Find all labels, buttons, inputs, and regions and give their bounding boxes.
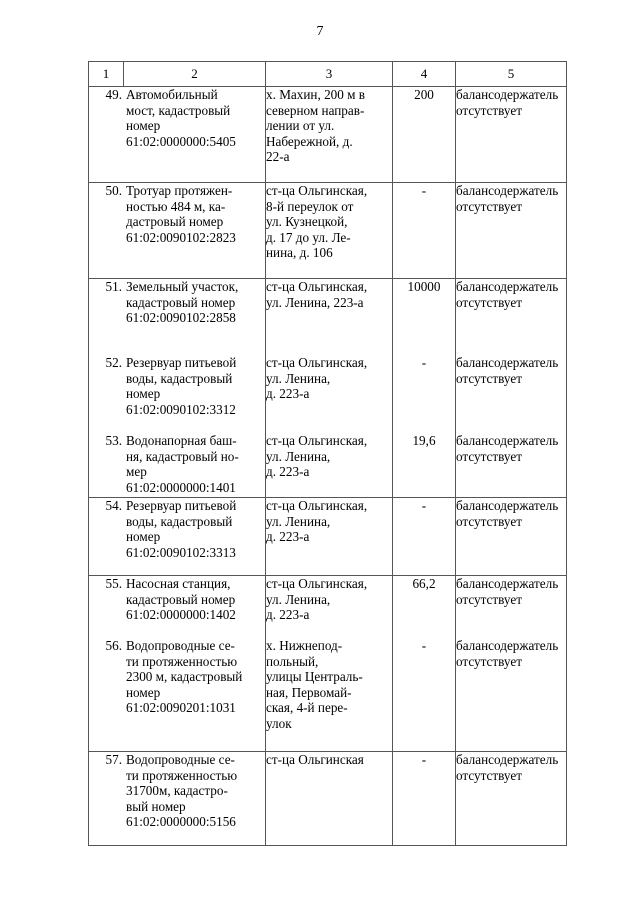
- holder-cell: [456, 752, 567, 846]
- holder-cell: [456, 183, 567, 279]
- address-cell: [266, 576, 393, 752]
- object-address: ст-ца Ольгинская: [266, 752, 364, 767]
- row-number: 55.: [105, 576, 122, 591]
- balance-holder: балансодержатель отсутствует: [456, 279, 559, 310]
- row-number: 57.: [105, 752, 122, 767]
- row-number: 49.: [105, 87, 122, 102]
- object-area: 10000: [407, 279, 441, 294]
- balance-holder: балансодержатель отсутствует: [456, 498, 559, 529]
- page-number: 7: [316, 24, 324, 39]
- table-row-group: [89, 576, 567, 752]
- holder-cell: [456, 498, 567, 576]
- row-number: 50.: [105, 183, 122, 198]
- area-cell: [393, 752, 456, 846]
- area-cell: [393, 183, 456, 279]
- table-row: [89, 498, 567, 576]
- object-area: 19,6: [412, 433, 436, 448]
- table-row: [89, 183, 567, 279]
- object-name-cell: [89, 752, 266, 846]
- balance-holder: балансодержатель отсутствует: [456, 183, 559, 214]
- object-address: ст-ца Ольгинская, 8-й переулок от ул. Кузнецкой, д. 17 до ул. Ле- нина, д. 106: [266, 183, 368, 261]
- table-row: [89, 87, 567, 183]
- holder-cell: [456, 576, 567, 752]
- row-number: 53.: [105, 433, 122, 448]
- object-name: Водонапорная баш- ня, кадастровый но- мер 61:02:0000000:1401: [126, 433, 239, 495]
- object-name: Резервуар питьевой воды, кадастровый номер 61:02:0090102:3312: [126, 355, 237, 417]
- object-name-cell: [89, 498, 266, 576]
- balance-holder: балансодержатель отсутствует: [456, 752, 559, 783]
- column-header-1: 1: [89, 62, 124, 87]
- balance-holder: балансодержатель отсутствует: [456, 355, 559, 386]
- object-name: Автомобильный мост, кадастровый номер 61:02:0000000:5405: [126, 87, 236, 149]
- object-name: Водопроводные се- ти протяженностью 31700м, кадастро- вый номер 61:02:0000000:5156: [126, 752, 238, 830]
- object-name: Насосная станция, кадастровый номер 61:02:0000000:1402: [126, 576, 236, 623]
- object-address: ст-ца Ольгинская, ул. Ленина, д. 223-а: [266, 433, 368, 480]
- object-name-cell: [89, 279, 266, 498]
- object-area: 66,2: [412, 576, 436, 591]
- object-name: Резервуар питьевой воды, кадастровый номер 61:02:0090102:3313: [126, 498, 237, 560]
- area-cell: [393, 498, 456, 576]
- column-header-4: 4: [393, 62, 456, 87]
- column-header-2: 2: [124, 62, 266, 87]
- object-area: -: [421, 355, 427, 370]
- table-row-group: [89, 279, 567, 498]
- row-number: 56.: [105, 638, 122, 653]
- holder-cell: [456, 279, 567, 498]
- object-area: -: [421, 183, 427, 198]
- address-cell: [266, 279, 393, 498]
- balance-holder: балансодержатель отсутствует: [456, 433, 559, 464]
- table-row: [89, 752, 567, 846]
- balance-holder: балансодержатель отсутствует: [456, 87, 559, 118]
- object-address: ст-ца Ольгинская, ул. Ленина, д. 223-а: [266, 498, 368, 545]
- object-address: х. Нижнепод- польный, улицы Централь- ная, Первомай- ская, 4-й пере- улок: [266, 638, 363, 731]
- column-header-5: 5: [456, 62, 567, 87]
- table-header-row: [89, 62, 567, 87]
- object-address: х. Махин, 200 м в северном направ- лении от ул. Набережной, д. 22-а: [266, 87, 366, 165]
- object-area: 200: [414, 87, 434, 102]
- object-area: -: [421, 638, 427, 653]
- object-name: Водопроводные се- ти протяженностью 2300 м, кадастровый номер 61:02:0090201:1031: [126, 638, 243, 716]
- area-cell: [393, 87, 456, 183]
- address-cell: [266, 752, 393, 846]
- object-name-cell: [89, 87, 266, 183]
- area-cell: [393, 576, 456, 752]
- object-name: Тротуар протяжен- ностью 484 м, ка- дастровый номер 61:02:0090102:2823: [126, 183, 236, 245]
- object-address: ст-ца Ольгинская, ул. Ленина, д. 223-а: [266, 355, 368, 402]
- object-area: -: [421, 498, 427, 513]
- property-registry-table: [88, 61, 567, 846]
- object-address: ст-ца Ольгинская, ул. Ленина, 223-а: [266, 279, 368, 310]
- object-area: -: [421, 752, 427, 767]
- row-number: 51.: [105, 279, 122, 294]
- object-name: Земельный участок, кадастровый номер 61:02:0090102:2858: [126, 279, 239, 326]
- address-cell: [266, 87, 393, 183]
- area-cell: [393, 279, 456, 498]
- address-cell: [266, 183, 393, 279]
- object-name-cell: [89, 576, 266, 752]
- holder-cell: [456, 87, 567, 183]
- row-number: 52.: [105, 355, 122, 370]
- row-number: 54.: [105, 498, 122, 513]
- address-cell: [266, 498, 393, 576]
- balance-holder: балансодержатель отсутствует: [456, 638, 559, 669]
- column-header-3: 3: [266, 62, 393, 87]
- object-name-cell: [89, 183, 266, 279]
- balance-holder: балансодержатель отсутствует: [456, 576, 559, 607]
- object-address: ст-ца Ольгинская, ул. Ленина, д. 223-а: [266, 576, 368, 623]
